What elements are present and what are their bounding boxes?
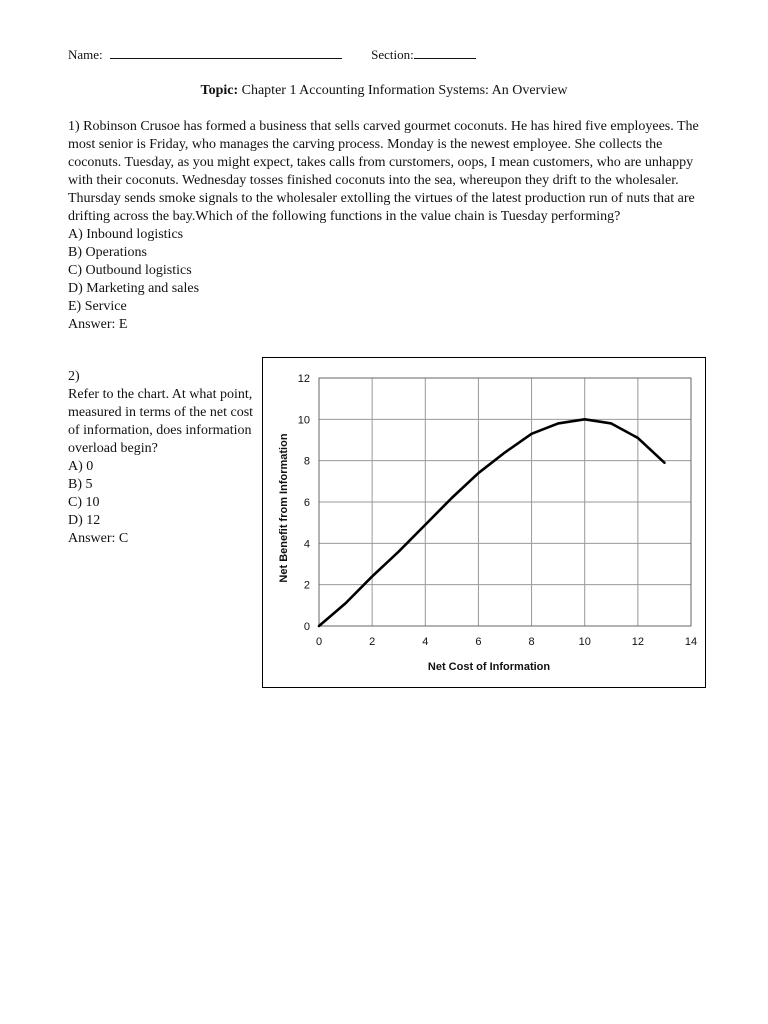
- x-tick-label: 6: [475, 636, 482, 648]
- y-tick-label: 12: [297, 373, 310, 385]
- net-benefit-chart: [262, 357, 706, 688]
- section-field[interactable]: [414, 47, 476, 59]
- y-axis-label: Net Benefit from Information: [278, 433, 290, 583]
- question-1-option: E) Service: [68, 299, 127, 314]
- question-1-stem: 1) Robinson Crusoe has formed a business that sells carved gourmet coconuts. He has hired five employees. The most senior is Friday, who manages the carving process. Monday is the newest employee. She collects the coconuts. Tuesday, as you might expect, takes calls from curstomers, oops, I mean customers, who are unhappy with their coconuts. Wednesday tosses finished coconuts into the sea, whereupon they drift to the wholesaler. Thursday sends smoke signals to the wholesaler extolling the virtues of the latest production run of nuts that are drifting across the bay.Which of the following functions in the value chain is Tuesday performing?: [68, 119, 699, 224]
- question-2-option: B) 5: [68, 477, 93, 492]
- name-section-line: [68, 47, 476, 63]
- topic-heading: [0, 83, 768, 99]
- y-tick-label: 2: [303, 579, 310, 592]
- question-2-stem: Refer to the chart. At what point, measured in terms of the net cost of information, does information overload begin?: [68, 387, 254, 456]
- question-2-option: C) 10: [68, 495, 100, 510]
- y-tick-label: 8: [303, 455, 310, 468]
- x-tick-label: 2: [369, 636, 376, 648]
- x-tick-label: 14: [684, 636, 698, 648]
- chart-svg: [263, 358, 705, 687]
- x-axis-label: Net Cost of Information: [427, 661, 551, 673]
- x-tick-label: 12: [631, 636, 644, 648]
- topic-label: Topic:: [200, 83, 239, 98]
- question-1-option: A) Inbound logistics: [68, 227, 184, 242]
- name-label: Name:: [68, 47, 103, 62]
- name-field[interactable]: [110, 47, 342, 59]
- question-2-number: 2): [68, 369, 80, 384]
- x-tick-label: 4: [422, 636, 429, 648]
- question-1-option: C) Outbound logistics: [68, 263, 192, 278]
- y-tick-label: 6: [303, 497, 310, 509]
- x-tick-label: 0: [315, 636, 323, 648]
- x-tick-label: 8: [528, 636, 535, 648]
- y-tick-label: 10: [297, 414, 310, 427]
- question-2: [68, 368, 258, 548]
- question-2-option: D) 12: [68, 513, 101, 528]
- x-tick-label: 10: [578, 636, 591, 648]
- question-2-answer: Answer: C: [68, 531, 129, 546]
- series-line: [319, 419, 664, 626]
- question-1: [68, 118, 708, 334]
- question-1-answer: Answer: E: [68, 317, 128, 332]
- y-tick-label: 0: [303, 621, 310, 633]
- y-tick-label: 4: [303, 538, 310, 551]
- question-1-option: B) Operations: [68, 245, 147, 260]
- question-1-option: D) Marketing and sales: [68, 281, 200, 296]
- question-2-option: A) 0: [68, 459, 94, 474]
- topic-text: Chapter 1 Accounting Information Systems: An Overview: [241, 83, 568, 98]
- section-label: Section:: [371, 47, 414, 62]
